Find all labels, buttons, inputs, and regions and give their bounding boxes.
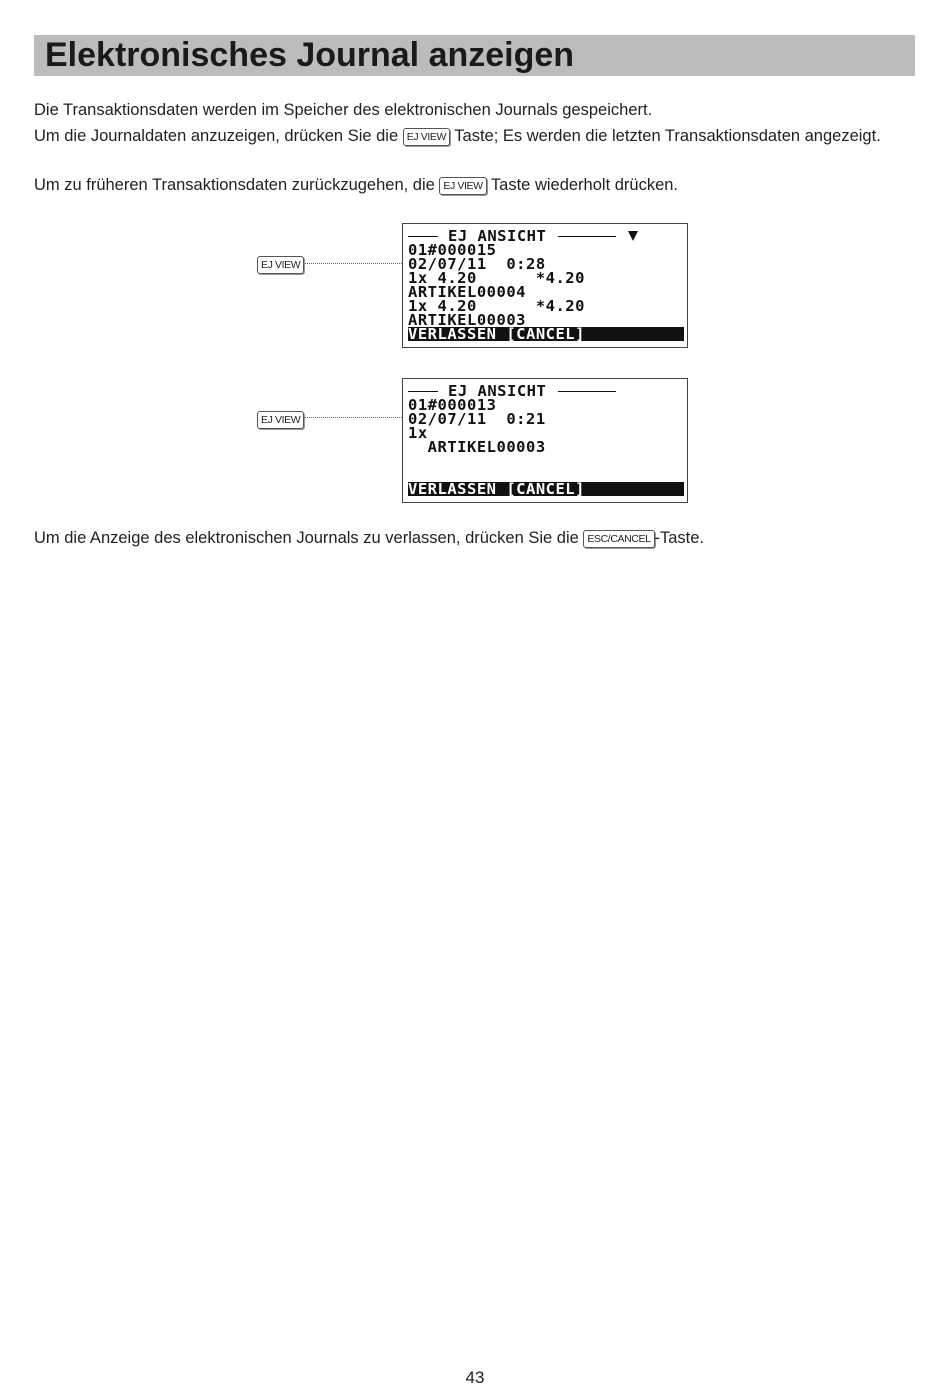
divider	[408, 391, 438, 392]
leader-line	[305, 263, 402, 264]
intro-paragraph-3	[34, 174, 914, 197]
intro-paragraph-2	[34, 125, 914, 148]
lcd-line: 1x 4.20 *4.20	[408, 271, 585, 285]
intro-line-2-after: Taste; Es werden die letzten Transaktionsdaten angezeigt.	[454, 127, 881, 145]
lcd-line: ARTIKEL00003	[408, 313, 526, 327]
lcd-line: 02/07/11 0:28	[408, 257, 546, 271]
intro-line-1: Die Transaktionsdaten werden im Speicher des elektronischen Journals gespeichert.	[34, 101, 653, 119]
outro-after: -Taste.	[654, 529, 705, 547]
divider	[558, 391, 616, 392]
intro-line-3-before: Um zu früheren Transaktionsdaten zurückzugehen, die	[34, 176, 435, 194]
page-number: 43	[465, 1368, 485, 1387]
lcd-display-1	[402, 223, 688, 348]
lcd-header	[408, 229, 683, 243]
lcd-header	[408, 384, 683, 398]
outro-paragraph	[34, 527, 914, 550]
lcd-line: 01#000013	[408, 398, 497, 412]
ej-view-key: EJ VIEW	[257, 411, 304, 429]
title-bar	[34, 35, 915, 76]
intro-line-2-before: Um die Journaldaten anzuzeigen, drücken Sie die	[34, 127, 399, 145]
page-title: Elektronisches Journal anzeigen	[45, 36, 575, 74]
divider	[558, 236, 616, 237]
lcd-display-2	[402, 378, 688, 503]
outro-before: Um die Anzeige des elektronischen Journals zu verlassen, drücken Sie die	[34, 529, 579, 547]
lcd-footer: VERLASSEN [CANCEL]	[408, 482, 684, 496]
intro-line-3-after: Taste wiederholt drücken.	[490, 176, 679, 194]
ej-view-key: EJ VIEW	[257, 256, 304, 274]
lcd-line: 01#000015	[408, 243, 497, 257]
ej-view-key: EJ VIEW	[403, 128, 450, 146]
lcd-footer: VERLASSEN [CANCEL]	[408, 327, 684, 341]
down-arrow-icon	[628, 231, 638, 241]
ej-view-key: EJ VIEW	[439, 177, 486, 195]
lcd-line: 1x	[408, 426, 428, 440]
esc-cancel-key: ESC/CANCEL	[583, 530, 654, 548]
lcd-line: 1x 4.20 *4.20	[408, 299, 585, 313]
divider	[408, 236, 438, 237]
intro-paragraph-1	[34, 99, 914, 122]
lcd-line: ARTIKEL00004	[408, 285, 526, 299]
lcd-total-line	[408, 454, 683, 476]
lcd-header-text: EJ ANSICHT	[448, 229, 547, 243]
lcd-line: 02/07/11 0:21	[408, 412, 546, 426]
lcd-line: ARTIKEL00003	[408, 440, 546, 454]
leader-line	[305, 417, 402, 418]
lcd-header-text: EJ ANSICHT	[448, 384, 547, 398]
